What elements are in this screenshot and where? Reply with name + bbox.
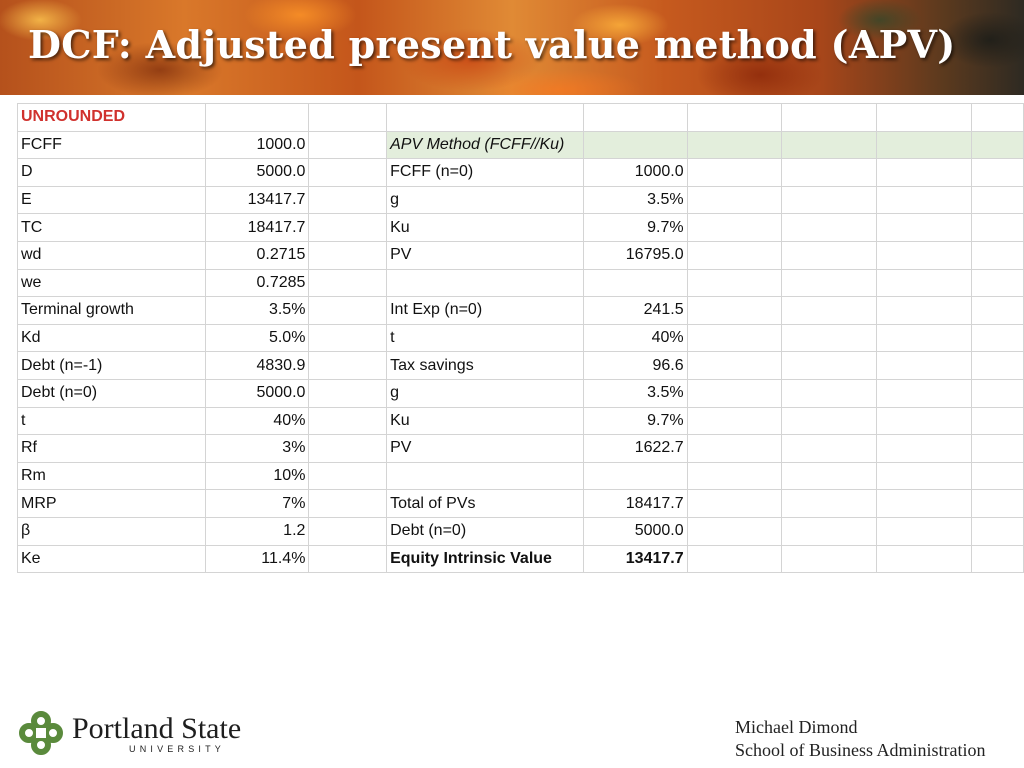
presenter-credit	[735, 716, 986, 762]
sheet-cell[interactable]	[877, 269, 972, 297]
logo-name: Portland State	[72, 712, 242, 745]
sheet-cell[interactable]: g	[387, 186, 584, 214]
sheet-cell[interactable]	[309, 379, 387, 407]
apv-method-header[interactable]: APV Method (FCFF//Ku)	[387, 131, 584, 159]
sheet-cell[interactable]	[782, 297, 877, 325]
sheet-cell[interactable]	[877, 435, 972, 463]
sheet-row	[18, 159, 1024, 187]
sheet-cell[interactable]: MRP	[18, 490, 206, 518]
sheet-cell[interactable]	[309, 407, 387, 435]
sheet-cell[interactable]: TC	[18, 214, 206, 242]
sheet-cell[interactable]: 16795.0	[584, 241, 687, 269]
sheet-cell[interactable]: FCFF	[18, 131, 206, 159]
sheet-cell[interactable]: 96.6	[584, 352, 687, 380]
sheet-cell[interactable]: wd	[18, 241, 206, 269]
sheet-cell[interactable]: 3%	[206, 435, 309, 463]
sheet-row	[18, 462, 1024, 490]
sheet-cell[interactable]: 1.2	[206, 517, 309, 545]
sheet-cell[interactable]: Rf	[18, 435, 206, 463]
sheet-cell[interactable]: 40%	[584, 324, 687, 352]
school-name: School of Business Administration	[735, 740, 986, 760]
sheet-cell[interactable]: Ku	[387, 407, 584, 435]
sheet-cell[interactable]	[687, 379, 782, 407]
sheet-cell[interactable]	[877, 379, 972, 407]
sheet-cell[interactable]	[971, 269, 1023, 297]
sheet-cell[interactable]: PV	[387, 241, 584, 269]
sheet-cell[interactable]: t	[387, 324, 584, 352]
sheet-cell[interactable]	[971, 490, 1023, 518]
sheet-cell[interactable]	[971, 407, 1023, 435]
sheet-cell[interactable]	[687, 490, 782, 518]
sheet-cell[interactable]: g	[387, 379, 584, 407]
sheet-cell[interactable]	[782, 352, 877, 380]
sheet-cell[interactable]	[971, 131, 1023, 159]
sheet-cell[interactable]: t	[18, 407, 206, 435]
sheet-cell[interactable]: Ku	[387, 214, 584, 242]
sheet-row	[18, 186, 1024, 214]
sheet-cell[interactable]	[687, 186, 782, 214]
sheet-cell[interactable]	[782, 186, 877, 214]
sheet-row	[18, 131, 1024, 159]
sheet-cell[interactable]	[782, 490, 877, 518]
sheet-row	[18, 324, 1024, 352]
sheet-cell[interactable]: 9.7%	[584, 214, 687, 242]
sheet-cell[interactable]: 1000.0	[584, 159, 687, 187]
sheet-cell[interactable]	[877, 159, 972, 187]
sheet-row	[18, 435, 1024, 463]
sheet-cell[interactable]: 9.7%	[584, 407, 687, 435]
sheet-cell[interactable]	[877, 352, 972, 380]
sheet-cell[interactable]	[309, 352, 387, 380]
sheet-cell[interactable]: Rm	[18, 462, 206, 490]
sheet-cell[interactable]: 4830.9	[206, 352, 309, 380]
sheet-cell[interactable]	[387, 462, 584, 490]
sheet-cell[interactable]	[309, 490, 387, 518]
sheet-cell[interactable]	[309, 517, 387, 545]
sheet-cell[interactable]	[309, 104, 387, 132]
sheet-row	[18, 407, 1024, 435]
sheet-row	[18, 297, 1024, 325]
sheet-cell[interactable]: Equity Intrinsic Value	[387, 545, 584, 573]
sheet-cell[interactable]: 5000.0	[206, 159, 309, 187]
presenter-name: Michael Dimond	[735, 717, 858, 737]
sheet-cell[interactable]	[971, 214, 1023, 242]
sheet-cell[interactable]: β	[18, 517, 206, 545]
sheet-cell[interactable]	[877, 517, 972, 545]
sheet-cell[interactable]	[309, 186, 387, 214]
sheet-cell[interactable]	[877, 407, 972, 435]
sheet-cell[interactable]: 13417.7	[206, 186, 309, 214]
sheet-cell[interactable]	[584, 269, 687, 297]
sheet-cell[interactable]: PV	[387, 435, 584, 463]
sheet-cell[interactable]	[971, 241, 1023, 269]
sheet-cell[interactable]	[782, 435, 877, 463]
sheet-cell[interactable]	[782, 269, 877, 297]
sheet-cell[interactable]: Terminal growth	[18, 297, 206, 325]
sheet-cell[interactable]	[687, 545, 782, 573]
sheet-cell[interactable]	[687, 131, 782, 159]
psu-knot-icon	[18, 710, 64, 756]
sheet-cell[interactable]: Debt (n=0)	[18, 379, 206, 407]
sheet-cell[interactable]	[309, 297, 387, 325]
sheet-cell[interactable]	[971, 462, 1023, 490]
sheet-cell[interactable]: 5000.0	[206, 379, 309, 407]
sheet-cell[interactable]	[584, 104, 687, 132]
sheet-cell[interactable]	[877, 104, 972, 132]
sheet-cell[interactable]: 1622.7	[584, 435, 687, 463]
sheet-cell[interactable]	[971, 517, 1023, 545]
title-banner	[0, 0, 1024, 95]
sheet-cell[interactable]	[971, 297, 1023, 325]
sheet-cell[interactable]: 0.2715	[206, 241, 309, 269]
sheet-cell[interactable]	[584, 462, 687, 490]
sheet-cell[interactable]: 5000.0	[584, 517, 687, 545]
sheet-cell[interactable]	[971, 159, 1023, 187]
spreadsheet	[17, 103, 1024, 573]
sheet-cell[interactable]	[971, 352, 1023, 380]
sheet-cell[interactable]: 3.5%	[584, 186, 687, 214]
sheet-cell[interactable]	[687, 517, 782, 545]
sheet-row	[18, 269, 1024, 297]
sheet-cell[interactable]	[877, 324, 972, 352]
sheet-cell[interactable]: Ke	[18, 545, 206, 573]
sheet-cell[interactable]	[877, 131, 972, 159]
sheet-cell[interactable]: Debt (n=0)	[387, 517, 584, 545]
sheet-row	[18, 104, 1024, 132]
sheet-cell[interactable]	[309, 214, 387, 242]
sheet-cell[interactable]: 11.4%	[206, 545, 309, 573]
sheet-cell[interactable]	[971, 324, 1023, 352]
sheet-row	[18, 545, 1024, 573]
sheet-row	[18, 352, 1024, 380]
university-logo	[18, 710, 248, 758]
sheet-cell[interactable]: E	[18, 186, 206, 214]
sheet-cell[interactable]	[687, 352, 782, 380]
sheet-cell[interactable]	[782, 517, 877, 545]
sheet-cell[interactable]: Tax savings	[387, 352, 584, 380]
sheet-cell[interactable]	[687, 324, 782, 352]
sheet-cell[interactable]: 3.5%	[584, 379, 687, 407]
sheet-cell[interactable]	[309, 269, 387, 297]
sheet-cell[interactable]	[309, 131, 387, 159]
sheet-cell[interactable]	[971, 104, 1023, 132]
sheet-cell[interactable]: 7%	[206, 490, 309, 518]
sheet-cell[interactable]	[877, 297, 972, 325]
sheet-row	[18, 517, 1024, 545]
sheet-cell[interactable]	[782, 462, 877, 490]
sheet-cell[interactable]	[782, 159, 877, 187]
sheet-cell[interactable]	[687, 214, 782, 242]
sheet-cell[interactable]	[309, 324, 387, 352]
sheet-cell[interactable]	[877, 186, 972, 214]
sheet-cell[interactable]: Debt (n=-1)	[18, 352, 206, 380]
sheet-cell[interactable]	[687, 462, 782, 490]
sheet-cell[interactable]: 5.0%	[206, 324, 309, 352]
sheet-cell[interactable]: D	[18, 159, 206, 187]
sheet-cell[interactable]: 1000.0	[206, 131, 309, 159]
sheet-cell[interactable]: FCFF (n=0)	[387, 159, 584, 187]
sheet-row	[18, 490, 1024, 518]
sheet-cell[interactable]	[782, 324, 877, 352]
sheet-cell[interactable]	[309, 241, 387, 269]
sheet-cell[interactable]: 18417.7	[206, 214, 309, 242]
sheet-cell[interactable]: 0.7285	[206, 269, 309, 297]
sheet-cell[interactable]: 10%	[206, 462, 309, 490]
sheet-cell[interactable]	[782, 407, 877, 435]
sheet-cell[interactable]: 40%	[206, 407, 309, 435]
sheet-cell[interactable]	[782, 379, 877, 407]
sheet-cell[interactable]	[387, 269, 584, 297]
sheet-cell[interactable]	[971, 545, 1023, 573]
sheet-row	[18, 379, 1024, 407]
sheet-cell[interactable]	[782, 104, 877, 132]
sheet-cell[interactable]: Kd	[18, 324, 206, 352]
sheet-cell[interactable]: Total of PVs	[387, 490, 584, 518]
sheet-cell[interactable]	[206, 104, 309, 132]
sheet-cell[interactable]	[877, 545, 972, 573]
sheet-cell[interactable]: 3.5%	[206, 297, 309, 325]
sheet-cell[interactable]	[687, 297, 782, 325]
sheet-cell[interactable]	[971, 435, 1023, 463]
sheet-cell[interactable]: 18417.7	[584, 490, 687, 518]
sheet-cell[interactable]: we	[18, 269, 206, 297]
sheet-cell[interactable]	[687, 159, 782, 187]
sheet-cell[interactable]	[782, 131, 877, 159]
unrounded-header[interactable]: UNROUNDED	[18, 104, 206, 132]
sheet-cell[interactable]	[782, 241, 877, 269]
slide-title: DCF: Adjusted present value method (APV)	[28, 22, 956, 67]
sheet-cell[interactable]	[971, 379, 1023, 407]
sheet-cell[interactable]: 241.5	[584, 297, 687, 325]
sheet-cell[interactable]	[309, 462, 387, 490]
sheet-cell[interactable]	[584, 131, 687, 159]
sheet-cell[interactable]: 13417.7	[584, 545, 687, 573]
sheet-row	[18, 214, 1024, 242]
sheet-cell[interactable]	[309, 435, 387, 463]
sheet-cell[interactable]	[687, 407, 782, 435]
logo-subtitle: UNIVERSITY	[129, 744, 226, 754]
sheet-cell[interactable]	[971, 186, 1023, 214]
sheet-row	[18, 241, 1024, 269]
sheet-cell[interactable]	[309, 545, 387, 573]
sheet-cell[interactable]	[877, 490, 972, 518]
sheet-cell[interactable]	[687, 241, 782, 269]
sheet-cell[interactable]	[687, 104, 782, 132]
sheet-cell[interactable]: Int Exp (n=0)	[387, 297, 584, 325]
sheet-cell[interactable]	[877, 462, 972, 490]
sheet-cell[interactable]	[782, 214, 877, 242]
sheet-cell[interactable]	[687, 269, 782, 297]
sheet-cell[interactable]	[387, 104, 584, 132]
sheet-cell[interactable]	[782, 545, 877, 573]
sheet-cell[interactable]	[877, 241, 972, 269]
sheet-cell[interactable]	[687, 435, 782, 463]
sheet-cell[interactable]	[309, 159, 387, 187]
sheet-cell[interactable]	[877, 214, 972, 242]
